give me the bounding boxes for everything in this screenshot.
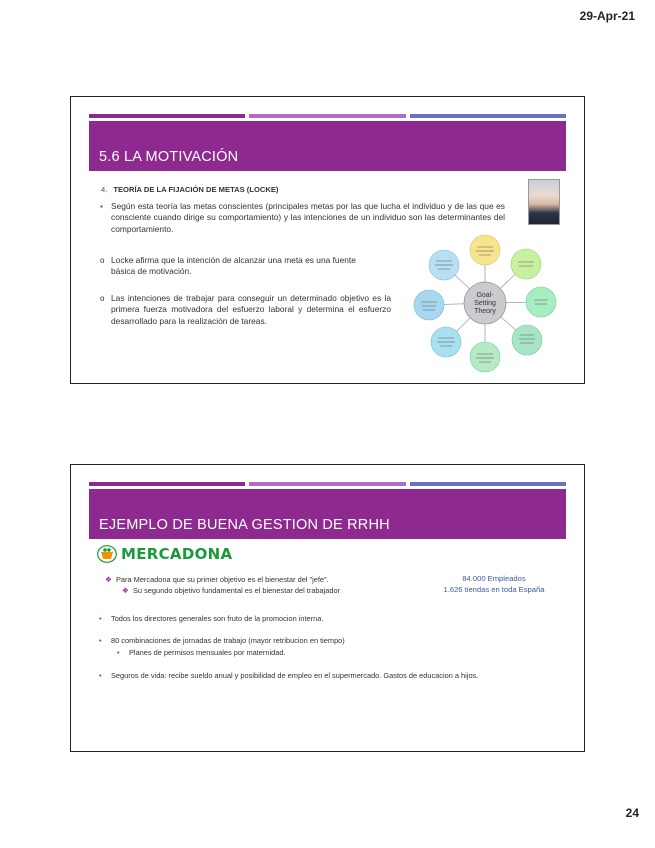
list-item-text: Para Mercadona que su primer objetivo es el bienestar del "jefe". [116,575,329,584]
list-item-text: Todos los directores generales son fruto de la promocion interna. [111,614,324,623]
list-item [117,648,286,658]
title-banner [89,489,566,539]
list-item [99,671,478,681]
employees-stat: 84.000 Empleados [462,574,526,583]
diagram-center-label: Setting [474,300,496,307]
goal-setting-diagram [413,233,558,373]
mercadona-wordmark: MERCADONA [121,545,233,563]
header-stripes [89,482,566,486]
paragraph-text: Las intenciones de trabajar para conseguir un determinado objetivo es la primera fuerza motivadora del esfuerzo laboral y determina el esfuerzo desarrollado para la realización de tareas. [111,293,391,326]
diagram-node [511,249,541,279]
bullet-dot-icon: • [99,671,102,680]
subheading-number: 4. [101,185,108,194]
title-banner [89,121,566,171]
diagram-node [512,325,542,355]
paragraph-text: Según esta teoría las metas conscientes (principales metas por las que lucha el individuo y de las que es consciente cuando dirige su comportamiento) y las intenciones de un individuo son las determinantes del comportamiento. [111,201,505,234]
stripe [89,482,245,486]
list-item [99,636,345,646]
subheading-text: TEORÍA DE LA FIJACIÓN DE METAS (LOCKE) [113,185,279,194]
stripe [410,114,566,118]
bullet-dot-icon: • [99,614,102,623]
locke-portrait-photo [528,179,560,225]
paragraph-text: Locke afirma que la intención de alcanzar una meta es una fuente básica de motivación. [111,255,356,277]
list-item-text: Seguros de vida: recibe sueldo anual y posibilidad de empleo en el supermercado. Gastos de educacion a hijos. [111,671,479,680]
slide-mercadona [70,464,585,752]
bullet-dot-icon: • [99,636,102,645]
diagram-center-label: Goal- [476,292,494,299]
stripe [410,482,566,486]
list-item [122,586,340,596]
mercadona-logo [97,545,232,563]
page-number: 24 [625,806,639,820]
stripe [249,482,405,486]
diagram-node [414,290,444,320]
list-item-text: Su segundo objetivo fundamental es el bienestar del trabajador [133,586,341,595]
diagram-node [526,287,556,317]
diagram-node [470,342,500,372]
mercadona-basket-icon [97,545,117,563]
paragraph [100,293,391,327]
slide-motivacion [70,96,585,384]
stripe [249,114,405,118]
diamond-bullet-icon: ❖ [105,575,112,584]
stripe [89,114,245,118]
paragraph [100,255,361,278]
section-subheading [101,185,278,194]
list-item [105,575,329,585]
list-item [99,614,323,624]
paragraph [100,201,505,235]
slide-title: EJEMPLO DE BUENA GESTION DE RRHH [99,517,390,533]
bullet-square-icon: ▪ [100,202,103,211]
stores-stat: 1.626 tiendas en toda España [443,585,545,594]
list-item-text: 80 combinaciones de jornadas de trabajo (mayor retribucion en tiempo) [111,636,345,645]
slide-title: 5.6 LA MOTIVACIÓN [99,149,239,165]
bullet-circle-icon: o [100,294,105,303]
diagram-center-label: Theory [474,308,496,315]
header-stripes [89,114,566,118]
diagram-node [470,235,500,265]
bullet-dot-icon: • [117,648,120,657]
bullet-circle-icon: o [100,256,105,265]
company-stats [419,573,569,595]
list-item-text: Planes de permisos mensuales por maternidad. [129,648,286,657]
diamond-bullet-icon: ❖ [122,586,129,595]
page-date: 29-Apr-21 [579,9,635,23]
